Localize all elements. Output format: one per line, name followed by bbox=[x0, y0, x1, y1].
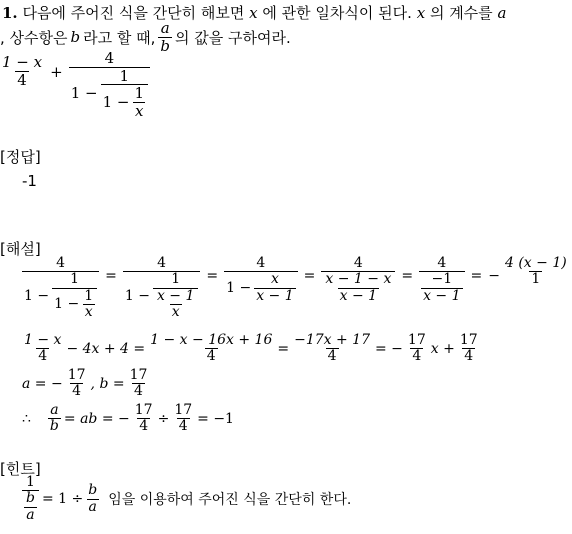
fraction-1-minus-x-over-4: $\frac{1 - x}{4}$ bbox=[2, 53, 43, 89]
equals-sign: = bbox=[401, 268, 414, 284]
solution-term-2: 4 1 − $\frac{1}{\frac{x - 1}{x}}$ bbox=[123, 256, 201, 321]
problem-text: 의 계수를 bbox=[429, 4, 493, 22]
var-x: x bbox=[249, 4, 258, 22]
hint-complex-fraction: $\frac{1}{\frac{b}{a}}$ bbox=[22, 475, 39, 523]
problem-text: 에 관한 일차식이 된다. bbox=[262, 4, 412, 22]
minus-sign: − bbox=[488, 268, 500, 284]
continued-fraction: 4 1 − 1 1 − $\frac{1}{x}$ bbox=[69, 50, 150, 119]
solution-line-3: a = − $\frac{17}{4}$ , b = $\frac{17}{4}$ bbox=[22, 367, 148, 400]
fraction-a-over-b: $\frac{a}{b}$ bbox=[160, 19, 170, 55]
solution-term-3: 4 1 − $\frac{x}{x - 1}$ bbox=[224, 256, 298, 304]
problem-text: , 상수항은 bbox=[0, 28, 68, 47]
given-expression bbox=[0, 50, 150, 119]
solution-line-1 bbox=[22, 256, 569, 321]
problem-number: 1. bbox=[2, 4, 18, 22]
solution-term-4: $\frac{4}{\frac{x - 1 - x}{x - 1}}$ bbox=[321, 256, 395, 304]
solution-line-4: ∴ $\frac{a}{b}$ = ab = − $\frac{17}{4}$ ÷ $\frac{17}{4}$ = −1 bbox=[22, 402, 234, 435]
equals-sign: = bbox=[303, 268, 316, 284]
var-b: b bbox=[70, 28, 81, 46]
answer-label: [정답] bbox=[0, 148, 41, 166]
problem-line-2 bbox=[0, 20, 291, 54]
equals-sign: = bbox=[470, 268, 483, 284]
equals-sign: = bbox=[105, 268, 117, 284]
hint-label: [힌트] bbox=[0, 460, 41, 478]
plus-sign: + bbox=[50, 63, 63, 81]
solution-term-1: 4 1 − 1 1 − $\frac{1}{x}$ bbox=[22, 256, 99, 321]
solution-label: [해설] bbox=[0, 240, 41, 258]
problem-text: 다음에 주어진 식을 간단히 해보면 bbox=[22, 4, 245, 22]
answer-value: -1 bbox=[22, 172, 37, 190]
problem-text: 의 값을 구하여라. bbox=[174, 28, 291, 47]
hint-line: $\frac{1}{\frac{b}{a}}$ = 1 ÷ $\frac{b}{a}$ 임을 이용하여 주어진 식을 간단히 한다. bbox=[22, 475, 351, 523]
var-a: a bbox=[497, 4, 507, 22]
solution-term-6: $\frac{4 (x - 1)}{1}$ bbox=[504, 255, 567, 288]
solution-term-5: $\frac{4}{\frac{-1}{x - 1}}$ bbox=[419, 256, 464, 304]
equals-sign: = bbox=[206, 268, 219, 284]
therefore-symbol: ∴ bbox=[22, 410, 31, 427]
problem-text: 라고 할 때, bbox=[83, 28, 156, 47]
hint-text: 임을 이용하여 주어진 식을 간단히 한다. bbox=[108, 492, 352, 509]
solution-line-2: $\frac{1 - x}{4}$ − 4x + 4 = $\frac{1 - x - 16x + 16}{4}$ = $\frac{-17x + 17}{4}$ = − $\frac{17}{4}$ x + $\frac{17}{4}$ bbox=[24, 332, 478, 365]
var-x: x bbox=[416, 4, 426, 22]
divide-sign: ÷ bbox=[157, 410, 170, 427]
